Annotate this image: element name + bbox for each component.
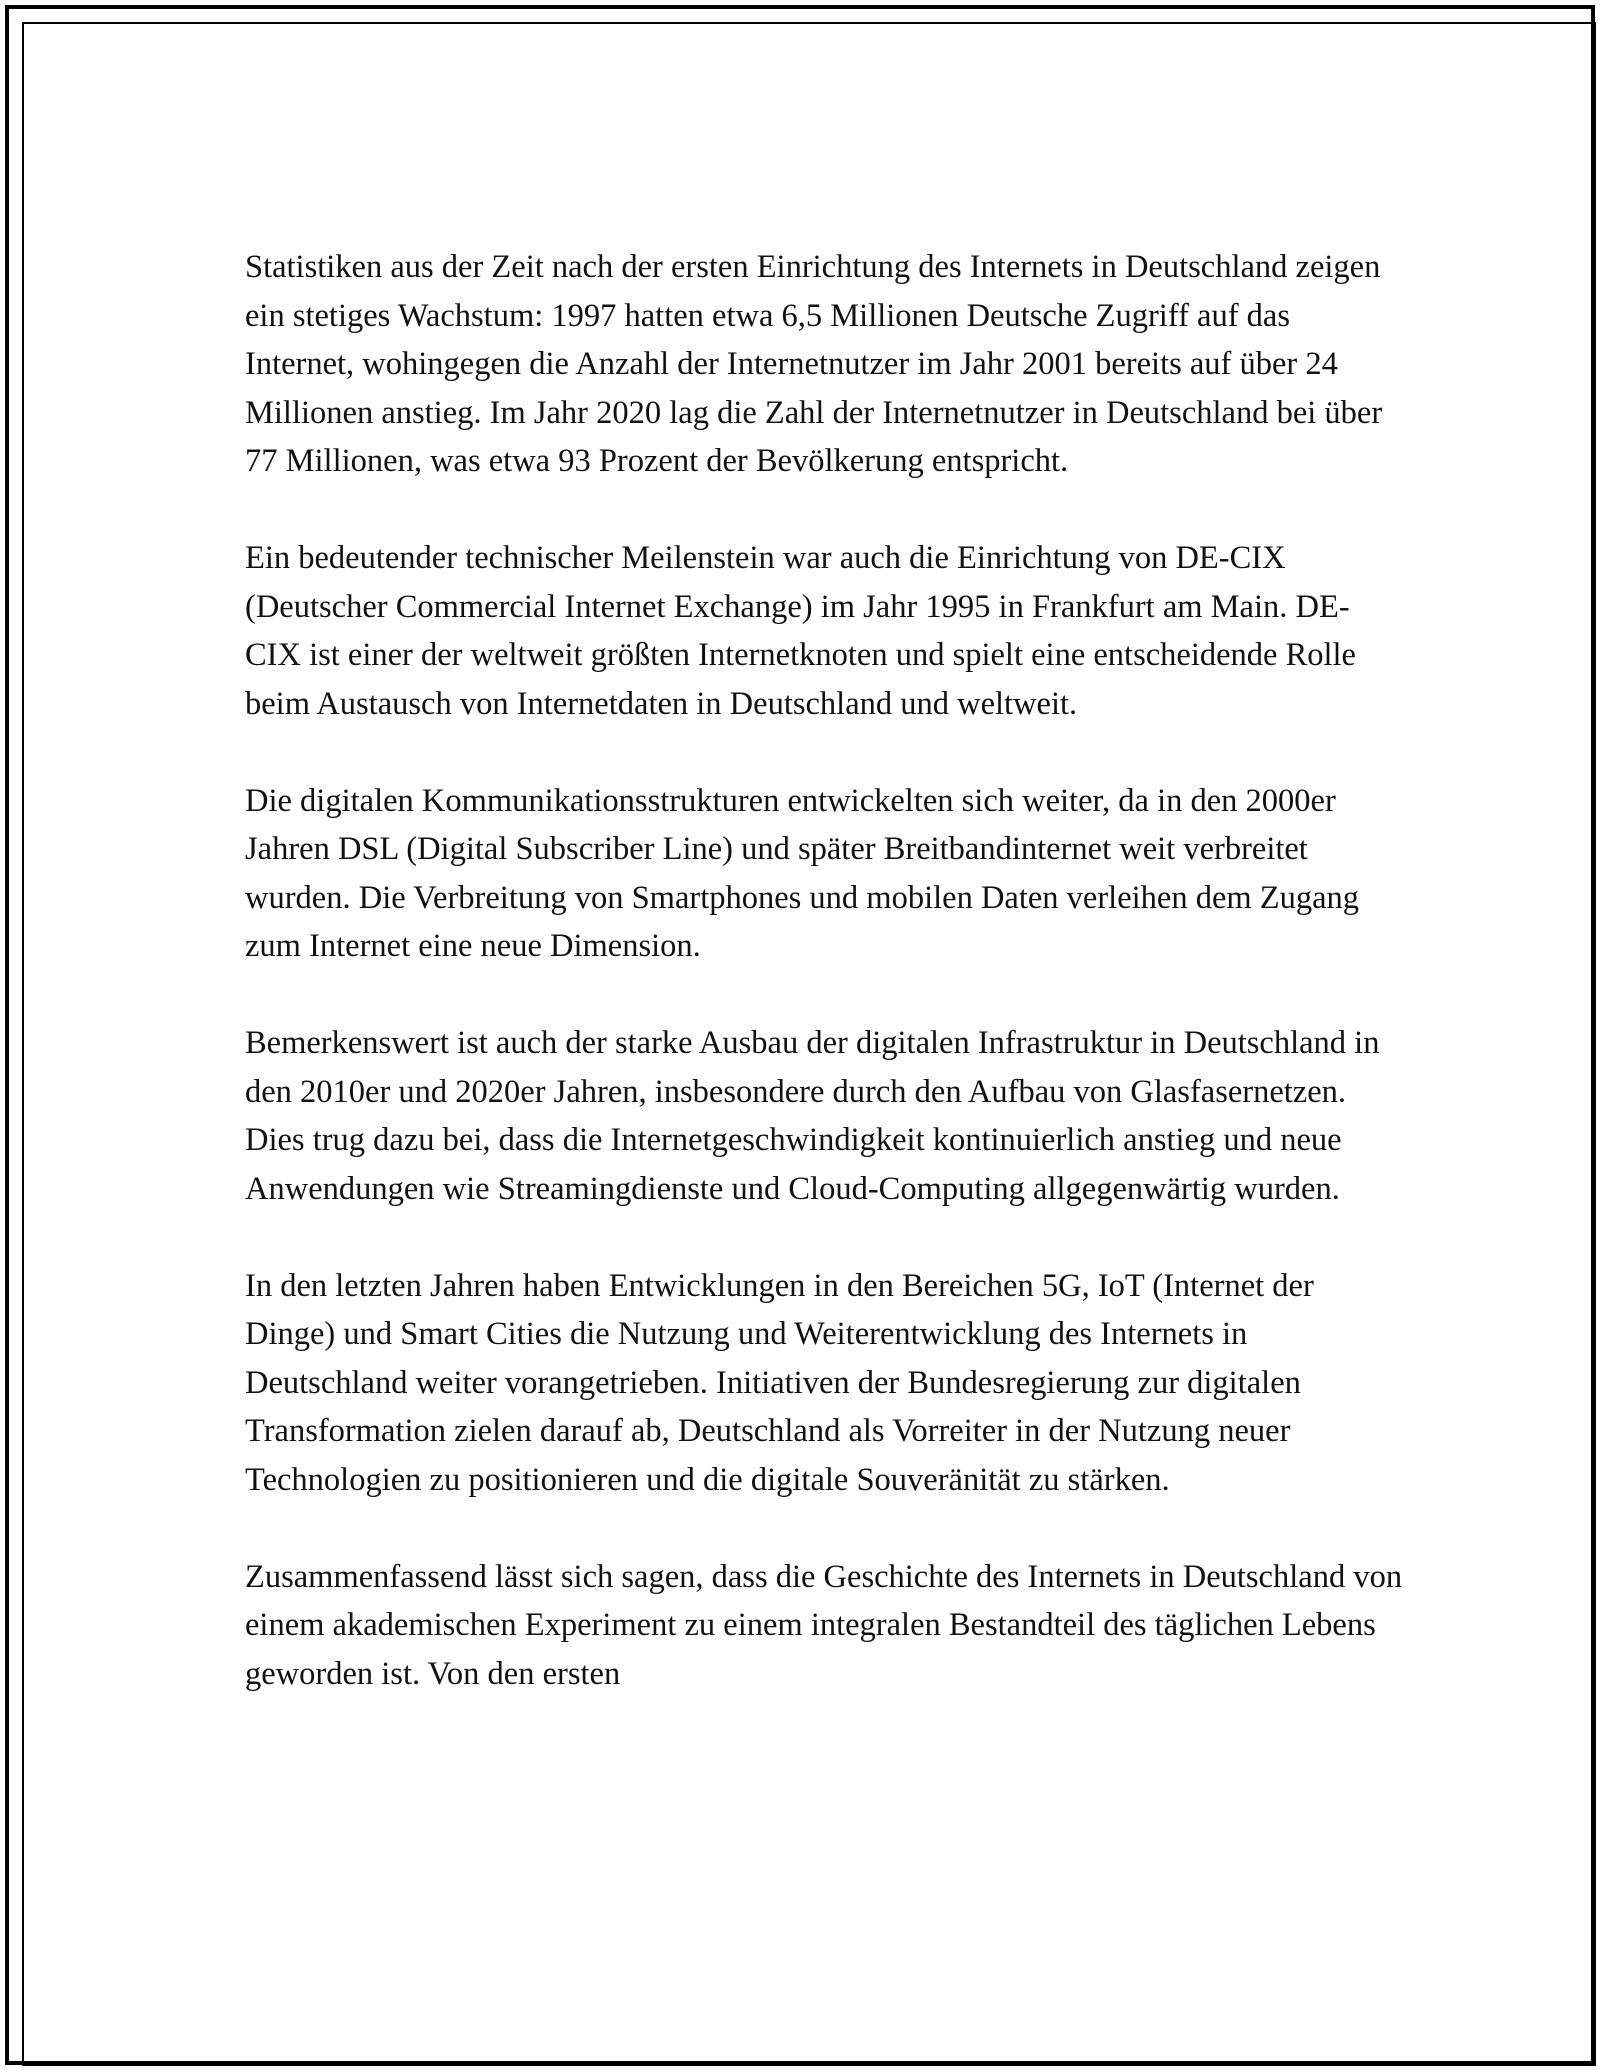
paragraph-de-cix: Ein bedeutender technischer Meilenstein war auch die Einrichtung von DE-CIX (Deutscher Commercial Internet Exchange) im Jahr 1995 in Frankfurt am Main. DE-CIX ist einer der weltweit größten Internetknoten und spielt eine entscheidende Rolle beim Austausch von Internetdaten in Deutschland und weltweit. [245,540,1356,722]
paragraph-summary: Zusammenfassend lässt sich sagen, dass die Geschichte des Internets in Deutschland von einem akademischen Experiment zu einem integralen Bestandteil des täglichen Lebens geworden ist. Von den ersten [245,1558,1403,1692]
paragraph-digital-infrastructure: Bemerkenswert ist auch der starke Ausbau der digitalen Infrastruktur in Deutschland in den 2010er und 2020er Jahren, insbesondere durch den Aufbau von Glasfasernetzen. Dies trug dazu bei, dass die Internetgeschwindigkeit kontinuierlich anstieg und neue Anwendungen wie Streamingdienste und Cloud-Computing allgegenwärtig wurden. [245,1025,1380,1207]
paragraph-5g-iot-smart-cities: In den letzten Jahren haben Entwicklungen in den Bereichen 5G, IoT (Internet der Dinge) und Smart Cities die Nutzung und Weiterentwicklung des Internets in Deutschland weiter vorangetrieben. Initiativen der Bundesregierung zur digitalen Transformation zielen darauf ab, Deutschland als Vorreiter in der Nutzung neuer Technologien zu positionieren und die digitale Souveränität zu stärken. [245,1267,1314,1498]
paragraph-internet-statistics: Statistiken aus der Zeit nach der ersten Einrichtung des Internets in Deutschland zeigen ein stetiges Wachstum: 1997 hatten etwa 6,5 Millionen Deutsche Zugriff auf das Internet, wohingegen die Anzahl der Internetnutzer im Jahr 2001 bereits auf über 24 Millionen anstieg. Im Jahr 2020 lag die Zahl der Internetnutzer in Deutschland bei über 77 Millionen, was etwa 93 Prozent der Bevölkerung entspricht. [245,249,1383,479]
document-body [245,243,1405,1698]
paragraph-dsl-broadband: Die digitalen Kommunikationsstrukturen entwickelten sich weiter, da in den 2000er Jahren DSL (Digital Subscriber Line) und später Breitbandinternet weit verbreitet wurden. Die Verbreitung von Smartphones und mobilen Daten verleihen dem Zugang zum Internet eine neue Dimension. [245,782,1360,964]
page-frame [5,5,1595,2065]
